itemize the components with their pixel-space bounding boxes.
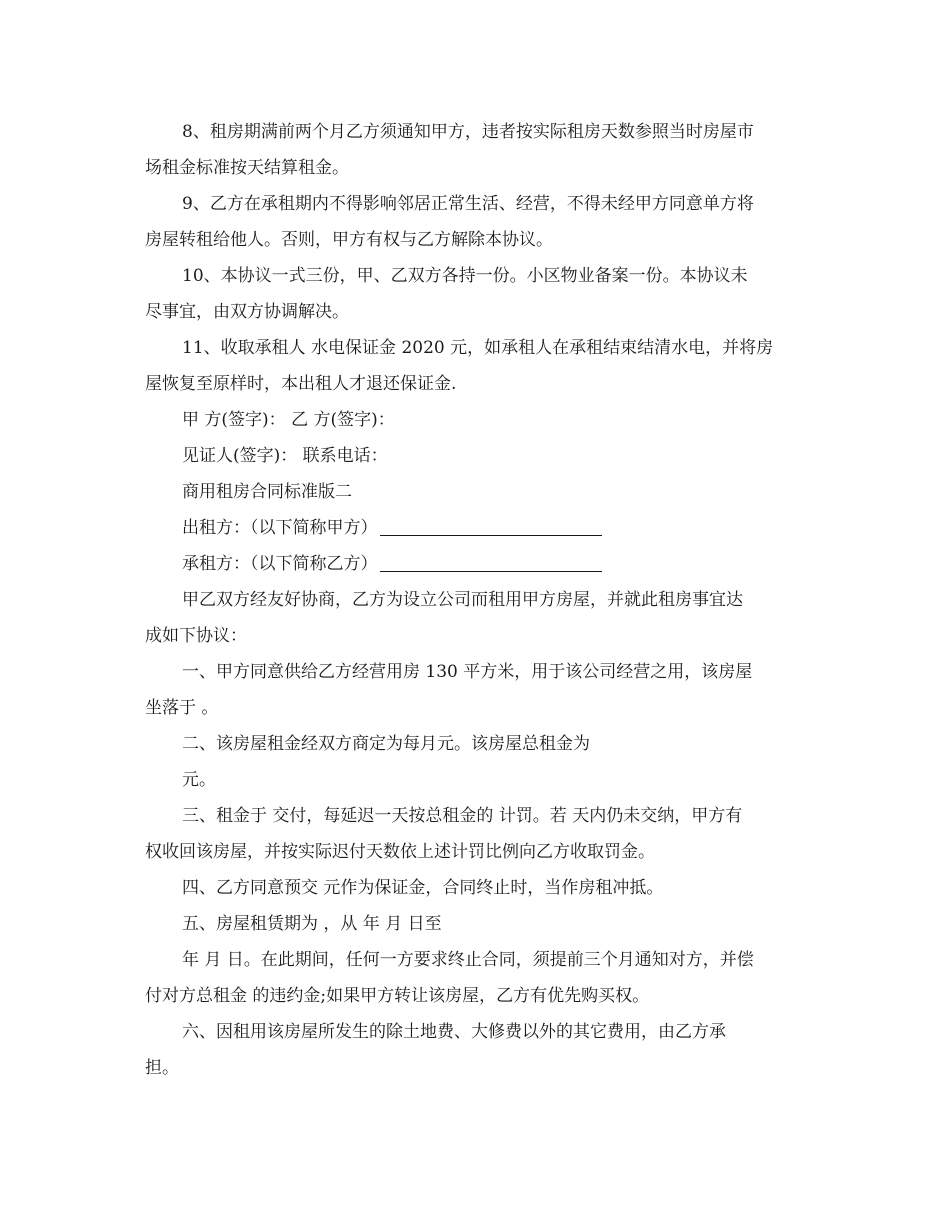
paragraph-line xyxy=(145,114,810,150)
line-text: 房屋转租给他人。否则，甲方有权与乙方解除本协议。 xyxy=(145,230,553,250)
signature-line xyxy=(145,402,810,438)
paragraph-line xyxy=(145,582,810,618)
line-text: 担。 xyxy=(145,1058,179,1078)
line-text: 付对方总租金 的违约金;如果甲方转让该房屋，乙方有优先购买权。 xyxy=(145,986,650,1006)
fill-in-blank xyxy=(380,517,602,536)
line-text: 甲 方(签字)： 乙 方(签字)： xyxy=(182,410,395,430)
line-text: 三、租金于 交付，每延迟一天按总租金的 计罚。若 天内仍未交纳，甲方有 xyxy=(182,806,743,826)
line-text: 坐落于 。 xyxy=(145,698,219,718)
paragraph-line xyxy=(145,906,810,942)
line-text: 甲乙双方经友好协商，乙方为设立公司而租用甲方房屋，并就此租房事宜达 xyxy=(182,590,743,610)
line-text: 商用租房合同标准版二 xyxy=(182,482,352,502)
paragraph-line xyxy=(145,618,810,654)
line-text: 五、房屋租赁期为 ，从 年 月 日至 xyxy=(182,914,442,934)
line-text: 出租方：（以下简称甲方） xyxy=(182,518,378,538)
paragraph-line xyxy=(145,258,810,294)
paragraph-line xyxy=(145,978,810,1014)
paragraph-line xyxy=(145,330,810,366)
line-text: 四、乙方同意预交 元作为保证金，合同终止时，当作房租冲抵。 xyxy=(182,878,664,898)
line-text: 元。 xyxy=(182,770,216,790)
line-text: 权收回该房屋，并按实际迟付天数依上述计罚比例向乙方收取罚金。 xyxy=(145,842,655,862)
paragraph-line xyxy=(145,1050,810,1086)
paragraph-line xyxy=(145,222,810,258)
paragraph-line xyxy=(145,870,810,906)
paragraph-line xyxy=(145,942,810,978)
document-body xyxy=(145,114,810,1086)
paragraph-line xyxy=(145,1014,810,1050)
fill-in-blank xyxy=(380,553,602,572)
paragraph-line xyxy=(145,834,810,870)
lessee-line xyxy=(145,546,810,582)
line-text: 屋恢复至原样时，本出租人才退还保证金. xyxy=(145,374,457,394)
line-text: 六、因租用该房屋所发生的除土地费、大修费以外的其它费用，由乙方承 xyxy=(182,1022,726,1042)
line-text: 成如下协议： xyxy=(145,626,247,646)
paragraph-line xyxy=(145,690,810,726)
paragraph-line xyxy=(145,726,810,762)
paragraph-line xyxy=(145,150,810,186)
paragraph-line xyxy=(145,654,810,690)
paragraph-line xyxy=(145,294,810,330)
lessor-line xyxy=(145,510,810,546)
line-text: 8、租房期满前两个月乙方须通知甲方，违者按实际租房天数参照当时房屋市 xyxy=(182,122,754,142)
line-text: 年 月 日。在此期间，任何一方要求终止合同，须提前三个月通知对方，并偿 xyxy=(182,950,754,970)
witness-line xyxy=(145,438,810,474)
line-text: 一、甲方同意供给乙方经营用房 130 平方米，用于该公司经营之用，该房屋 xyxy=(182,662,753,682)
line-text: 场租金标准按天结算租金。 xyxy=(145,158,349,178)
paragraph-line xyxy=(145,186,810,222)
paragraph-line xyxy=(145,798,810,834)
line-text: 10、本协议一式三份，甲、乙双方各持一份。小区物业备案一份。本协议未 xyxy=(182,266,748,286)
section-title xyxy=(145,474,810,510)
paragraph-line xyxy=(145,366,810,402)
paragraph-line xyxy=(145,762,810,798)
line-text: 承租方：（以下简称乙方） xyxy=(182,554,378,574)
line-text: 11、收取承租人 水电保证金 2020 元，如承租人在承租结束结清水电，并将房 xyxy=(182,338,774,358)
line-text: 尽事宜，由双方协调解决。 xyxy=(145,302,349,322)
line-text: 二、该房屋租金经双方商定为每月元。该房屋总租金为 xyxy=(182,734,590,754)
line-text: 见证人(签字)： 联系电话： xyxy=(182,446,388,466)
line-text: 9、乙方在承租期内不得影响邻居正常生活、经营，不得未经甲方同意单方将 xyxy=(182,194,754,214)
